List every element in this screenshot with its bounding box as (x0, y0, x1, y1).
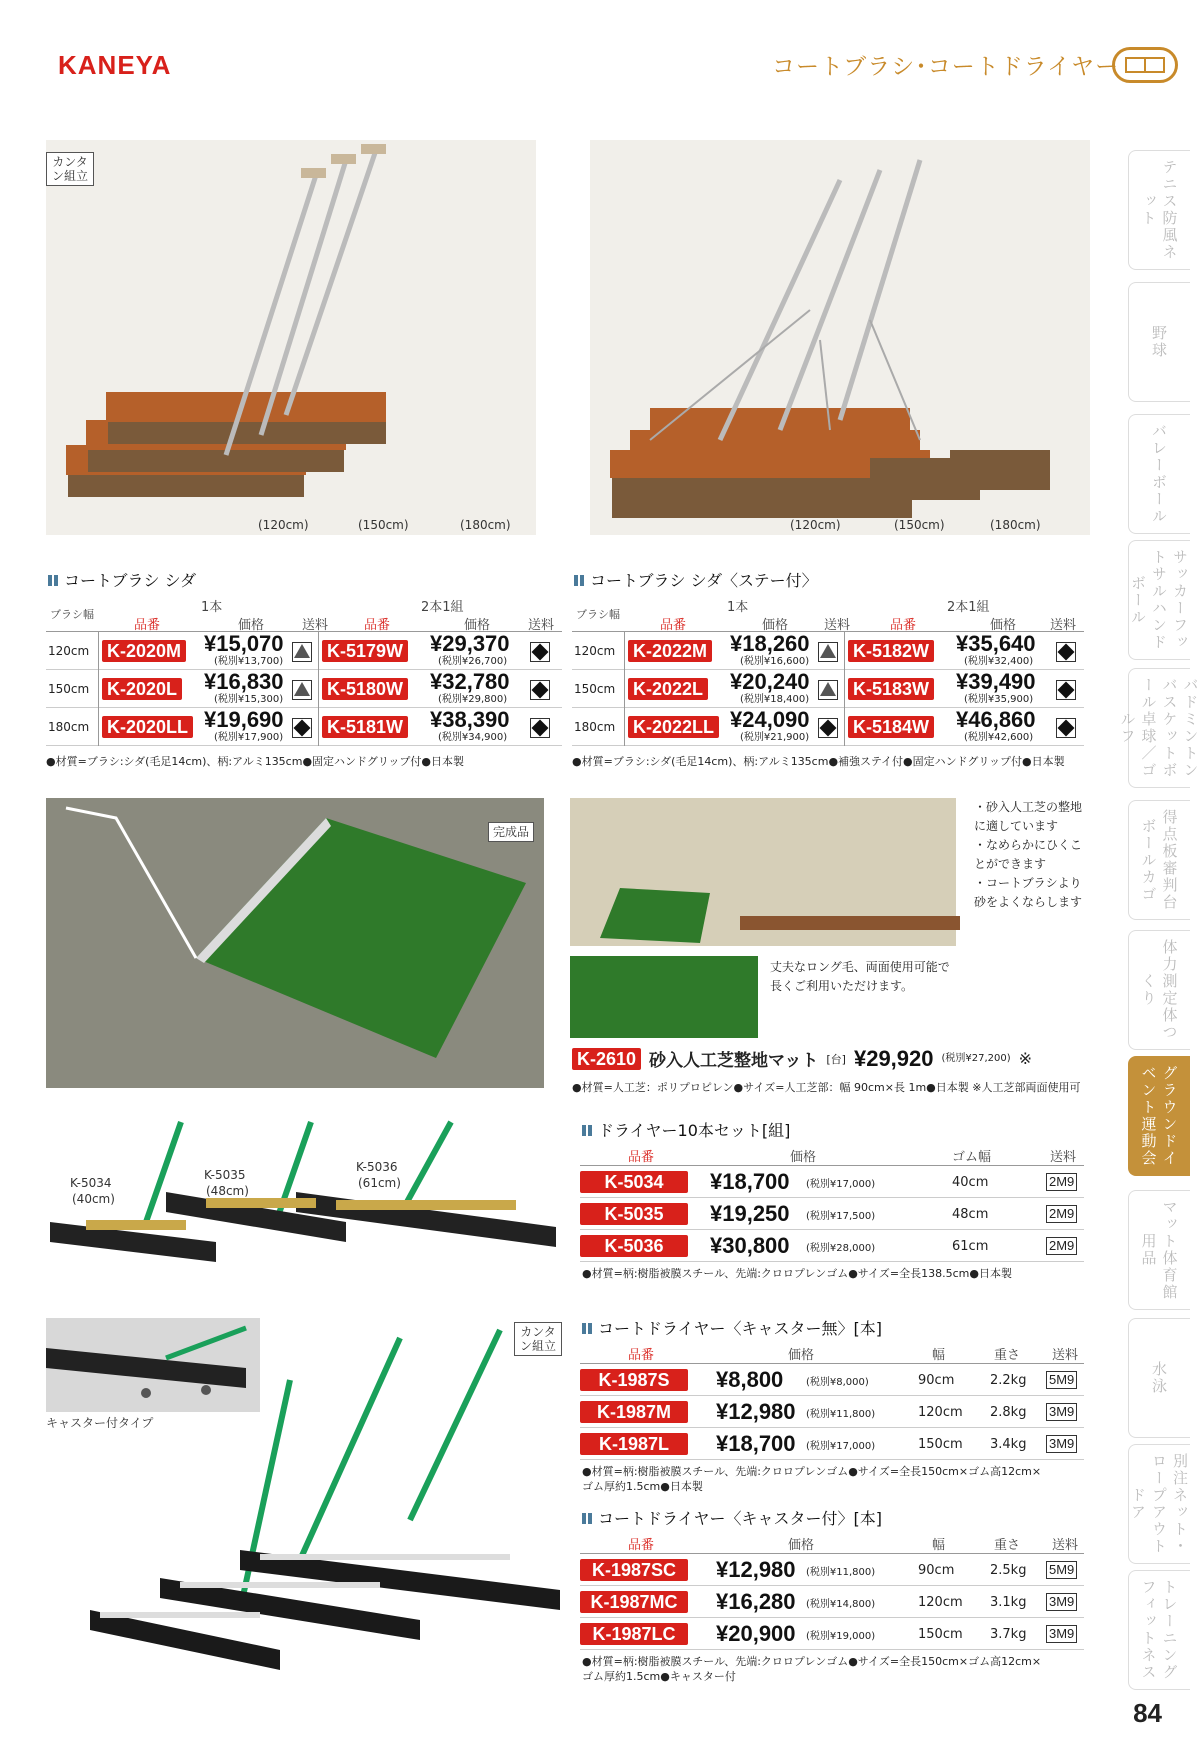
product-price: ¥18,700 (710, 1169, 790, 1194)
dryer-set-table: 品番 価格 ゴム幅 送料 K-5034 ¥18,700 (税別¥17,000) 40cm 2M9 K-5035 ¥19,250 (税別¥17,500) 48cm 2M9 K-5036 ¥30,800 (税別¥28,000) 61cm 2M9 (580, 1144, 1084, 1262)
product-price: ¥30,800 (710, 1233, 790, 1258)
product-code: K-1987M (580, 1401, 688, 1423)
product-code: K-2020L (102, 678, 182, 700)
tax-price: (税別¥27,200) (941, 1053, 1011, 1064)
dryer-label-width: (40cm) (72, 1192, 115, 1206)
shipping-diamond-icon (818, 718, 838, 738)
product-code: K-5034 (580, 1171, 688, 1193)
product-code: K-2020M (102, 640, 186, 662)
tax-price: (税別¥17,000) (806, 1441, 876, 1452)
weight-cell: 2.5kg (990, 1563, 1027, 1578)
width-cell: 150cm (574, 682, 616, 696)
easy-assembly-badge: カンタン組立 (46, 152, 94, 186)
product-code: K-2022L (628, 678, 708, 700)
dryer-c-title: コートドライヤー〈キャスター付〉[本] (582, 1506, 882, 1529)
width-cell: 120cm (918, 1405, 963, 1420)
dryer-c-table: 品番 価格 幅 重さ 送料 K-1987SC ¥12,980 (税別¥11,800) 90cm 2.5kg 5M9 K-1987MC ¥16,280 (税別¥14,800) 120cm 3.1kg 3M9 K-1987LC ¥20,900 (税別¥19,000) 150cm 3.7kg 3M9 (580, 1532, 1084, 1650)
product-code: K-5181W (322, 716, 408, 738)
shipping-triangle-icon (818, 642, 838, 662)
product-code: K-1987SC (580, 1559, 688, 1581)
shipping-diamond-icon (292, 718, 312, 738)
table-row (46, 632, 562, 670)
side-tab[interactable]: グラウンドイベント運動会 (1128, 1056, 1190, 1176)
easy-assembly-badge: カンタン組立 (514, 1322, 562, 1356)
width-cell: 150cm (48, 682, 90, 696)
dryer-set-title: ドライヤー10本セット[組] (582, 1118, 790, 1141)
shipping-diamond-icon (1056, 680, 1076, 700)
side-tab[interactable]: 体力測定体つくり (1128, 930, 1190, 1050)
shipping-code: 3M9 (1046, 1625, 1077, 1643)
tax-price: (税別¥17,900) (214, 732, 284, 743)
tax-price: (税別¥29,800) (438, 694, 508, 705)
table-row (580, 1364, 1084, 1396)
product-price: ¥32,780 (430, 669, 510, 694)
product-code: K-5036 (580, 1235, 688, 1257)
tax-price: (税別¥13,700) (214, 656, 284, 667)
shipping-code: 2M9 (1046, 1205, 1077, 1223)
dryer-label-code: K-5036 (356, 1160, 398, 1174)
width-cell: 180cm (48, 720, 90, 734)
brush-b-table: ブラシ幅 1本 2本1組 品番 価格 送料 品番 価格 送料 120cm K-2022M ¥18,260 (税別¥16,600) K-5182W ¥35,640 (税別¥32,400) 150cm K-2022L ¥20,240 (税別¥18,400) K-5183W ¥39,490 (税別¥35,900) 180cm K-2022LL ¥24,090 (税別¥21,900) K-5184W ¥46,860 (税別¥42,600) (572, 592, 1084, 746)
product-price: ¥12,980 (716, 1399, 796, 1424)
product-price: ¥20,900 (716, 1621, 796, 1646)
court-icon (1112, 47, 1178, 83)
table-row (46, 670, 562, 708)
product-price: ¥39,490 (956, 669, 1036, 694)
side-tab[interactable]: 水泳 (1128, 1318, 1190, 1438)
tax-price: (税別¥15,300) (214, 694, 284, 705)
product-price: ¥38,390 (430, 707, 510, 732)
product-code: K-2022LL (628, 716, 719, 738)
rubber-width-cell: 61cm (952, 1239, 989, 1254)
tax-price: (税別¥26,700) (438, 656, 508, 667)
weight-cell: 2.8kg (990, 1405, 1027, 1420)
brand-logo: KANEYA (58, 50, 172, 80)
page-number: 84 (1133, 1698, 1162, 1728)
table-row (580, 1554, 1084, 1586)
side-tab[interactable]: バドミントンバスケットボール卓球／ゴルフ (1128, 668, 1190, 788)
tax-price: (税別¥8,000) (806, 1377, 869, 1388)
product-code: K-1987L (580, 1433, 688, 1455)
tax-price: (税別¥17,000) (806, 1179, 876, 1190)
width-cell: 120cm (574, 644, 616, 658)
tax-price: (税別¥35,900) (964, 694, 1034, 705)
mat-price-row: K-2610 砂入人工芝整地マット [台] ¥29,920 (税別¥27,200) ※ (572, 1046, 1032, 1071)
product-price: ¥24,090 (730, 707, 810, 732)
product-price: ¥8,800 (716, 1367, 784, 1392)
table-row (580, 1618, 1084, 1650)
product-price: ¥46,860 (956, 707, 1036, 732)
shipping-code: 3M9 (1046, 1593, 1077, 1611)
caster-type-label: キャスター付タイプ (46, 1416, 154, 1430)
shipping-code: 2M9 (1046, 1237, 1077, 1255)
product-code: K-5179W (322, 640, 408, 662)
side-tab[interactable]: マット体育館用品 (1128, 1190, 1190, 1310)
size-label: (120cm) (258, 518, 309, 532)
table-row (580, 1586, 1084, 1618)
brush-a-title: コートブラシ シダ (48, 568, 196, 591)
weight-cell: 3.1kg (990, 1595, 1027, 1610)
width-cell: 120cm (48, 644, 90, 658)
mat-durable-text: 丈夫なロング毛、両面使用可能で 長くご利用いただけます。 (770, 960, 950, 993)
product-price: ¥20,240 (730, 669, 810, 694)
width-cell: 90cm (918, 1373, 955, 1388)
dryer-nc-title: コートドライヤー〈キャスター無〉[本] (582, 1316, 882, 1339)
size-label: (180cm) (460, 518, 511, 532)
size-label: (150cm) (894, 518, 945, 532)
table-row (572, 670, 1084, 708)
table-row (580, 1396, 1084, 1428)
tax-price: (税別¥17,500) (806, 1211, 876, 1222)
product-price: ¥16,280 (716, 1589, 796, 1614)
product-price: ¥29,370 (430, 631, 510, 656)
brush-b-title: コートブラシ シダ〈ステー付〉 (574, 568, 818, 591)
product-code: K-5184W (848, 716, 934, 738)
dryer-set-note: ●材質=柄:樹脂被膜スチール、先端:クロロプレンゴム●サイズ=全長138.5cm●日本製 (582, 1267, 1012, 1280)
brush-image-right (590, 140, 1090, 535)
dryer-nc-note: ●材質=柄:樹脂被膜スチール、先端:クロロプレンゴム●サイズ=全長150cm×ゴム高12cm× ゴム厚約1.5cm●日本製 (582, 1465, 1042, 1493)
width-cell: 90cm (918, 1563, 955, 1578)
mat-features: ・砂入人工芝の整地 に適しています ・なめらかにひくこ とができます ・コートブラシより 砂をよくならします (974, 800, 1083, 909)
shipping-triangle-icon (292, 642, 312, 662)
tax-price: (税別¥32,400) (964, 656, 1034, 667)
shipping-diamond-icon (530, 642, 550, 662)
court-dryer-image (80, 1320, 570, 1680)
product-code: K-1987S (580, 1369, 688, 1391)
product-code: K-5183W (848, 678, 934, 700)
tax-price: (税別¥19,000) (806, 1631, 876, 1642)
tax-price: (税別¥34,900) (438, 732, 508, 743)
size-label: (120cm) (790, 518, 841, 532)
tax-price: (税別¥28,000) (806, 1243, 876, 1254)
table-row (580, 1428, 1084, 1460)
table-row (572, 708, 1084, 746)
table-row (572, 632, 1084, 670)
shipping-diamond-icon (1056, 718, 1076, 738)
shipping-code: 5M9 (1046, 1371, 1077, 1389)
shipping-diamond-icon (530, 680, 550, 700)
side-tab[interactable]: トレーニングフィットネス (1128, 1570, 1190, 1690)
shipping-code: 3M9 (1046, 1435, 1077, 1453)
weight-cell: 2.2kg (990, 1373, 1027, 1388)
mat-field-image (570, 798, 956, 946)
side-tab[interactable]: 野球 (1128, 282, 1190, 402)
shipping-code: 2M9 (1046, 1173, 1077, 1191)
rubber-width-cell: 40cm (952, 1175, 989, 1190)
product-code: K-5035 (580, 1203, 688, 1225)
table-row (580, 1198, 1084, 1230)
tax-price: (税別¥11,800) (806, 1567, 876, 1578)
product-code: K-2022M (628, 640, 712, 662)
weight-cell: 3.4kg (990, 1437, 1027, 1452)
dryer-label-width: (48cm) (206, 1184, 249, 1198)
product-price: ¥29,920 (853, 1045, 934, 1071)
product-price: ¥16,830 (204, 669, 284, 694)
product-price: ¥19,250 (710, 1201, 790, 1226)
shipping-diamond-icon (530, 718, 550, 738)
tax-price: (税別¥16,600) (740, 656, 810, 667)
dryer-nc-table: 品番 価格 幅 重さ 送料 K-1987S ¥8,800 (税別¥8,000) 90cm 2.2kg 5M9 K-1987M ¥12,980 (税別¥11,800) 120cm 2.8kg 3M9 K-1987L ¥18,700 (税別¥17,000) 150cm 3.4kg 3M9 (580, 1342, 1084, 1460)
mat-note: ●材質=人工芝：ポリプロピレン●サイズ=人工芝部：幅 90cm×長 1m●日本製 ※人工芝部両面使用可 (572, 1081, 1081, 1094)
product-name: 砂入人工芝整地マット (649, 1051, 819, 1071)
product-price: ¥35,640 (956, 631, 1036, 656)
mat-image (46, 798, 544, 1088)
side-tab[interactable]: バレーボール (1128, 414, 1190, 534)
brush-a-table: ブラシ幅 1本 2本1組 品番 価格 送料 品番 価格 送料 120cm K-2020M ¥15,070 (税別¥13,700) K-5179W ¥29,370 (税別¥26,700) 150cm K-2020L ¥16,830 (税別¥15,300) K-5180W ¥32,780 (税別¥29,800) 180cm K-2020LL ¥19,690 (税別¥17,900) K-5181W ¥38,390 (税別¥34,900) (46, 592, 562, 746)
dryer-c-note: ●材質=柄:樹脂被膜スチール、先端:クロロプレンゴム●サイズ=全長150cm×ゴム高12cm× ゴム厚約1.5cm●キャスター付 (582, 1655, 1042, 1683)
mat-closeup-image (570, 956, 758, 1038)
product-code: K-5180W (322, 678, 408, 700)
product-code: K-5182W (848, 640, 934, 662)
product-price: ¥15,070 (204, 631, 284, 656)
product-code: K-2610 (572, 1048, 641, 1070)
side-tab[interactable]: 別注ネット・ロープアウトドア (1128, 1444, 1190, 1564)
tax-price: (税別¥18,400) (740, 694, 810, 705)
width-cell: 180cm (574, 720, 616, 734)
product-code: K-1987MC (580, 1591, 688, 1613)
shipping-mark: ※ (1018, 1049, 1033, 1068)
product-price: ¥19,690 (204, 707, 284, 732)
width-cell: 120cm (918, 1595, 963, 1610)
brush-a-note: ●材質=ブラシ:シダ(毛足14cm)、柄:アルミ135cm●固定ハンドグリップ付●日本製 (46, 755, 464, 768)
table-row (46, 708, 562, 746)
table-row (580, 1166, 1084, 1198)
tax-price: (税別¥11,800) (806, 1409, 876, 1420)
width-cell: 150cm (918, 1627, 963, 1642)
dryer-label-width: (61cm) (358, 1176, 401, 1190)
page-title: コートブラシ･コートドライヤー (772, 54, 1120, 80)
dryer-set-image (46, 1112, 566, 1302)
rubber-width-cell: 48cm (952, 1207, 989, 1222)
brush-image-left (46, 140, 536, 535)
side-tab[interactable]: テニス防風ネット (1128, 150, 1190, 270)
size-label: (150cm) (358, 518, 409, 532)
shipping-code: 3M9 (1046, 1403, 1077, 1421)
shipping-diamond-icon (1056, 642, 1076, 662)
tax-price: (税別¥14,800) (806, 1599, 876, 1610)
table-row (580, 1230, 1084, 1262)
shipping-triangle-icon (818, 680, 838, 700)
width-cell: 150cm (918, 1437, 963, 1452)
product-price: ¥12,980 (716, 1557, 796, 1582)
size-label: (180cm) (990, 518, 1041, 532)
product-code: K-2020LL (102, 716, 193, 738)
product-code: K-1987LC (580, 1623, 688, 1645)
product-price: ¥18,260 (730, 631, 810, 656)
dryer-label-code: K-5035 (204, 1168, 246, 1182)
shipping-code: 5M9 (1046, 1561, 1077, 1579)
shipping-triangle-icon (292, 680, 312, 700)
tax-price: (税別¥42,600) (964, 732, 1034, 743)
weight-cell: 3.7kg (990, 1627, 1027, 1642)
side-tab[interactable]: 得点板審判台ボールカゴ (1128, 800, 1190, 920)
completed-badge: 完成品 (488, 822, 534, 842)
side-tab[interactable]: サッカーフットサルハンドボール (1128, 540, 1190, 660)
tax-price: (税別¥21,900) (740, 732, 810, 743)
brush-b-note: ●材質=ブラシ:シダ(毛足14cm)、柄:アルミ135cm●補強ステイ付●固定ハンドグリップ付●日本製 (572, 755, 1065, 768)
dryer-label-code: K-5034 (70, 1176, 112, 1190)
product-price: ¥18,700 (716, 1431, 796, 1456)
